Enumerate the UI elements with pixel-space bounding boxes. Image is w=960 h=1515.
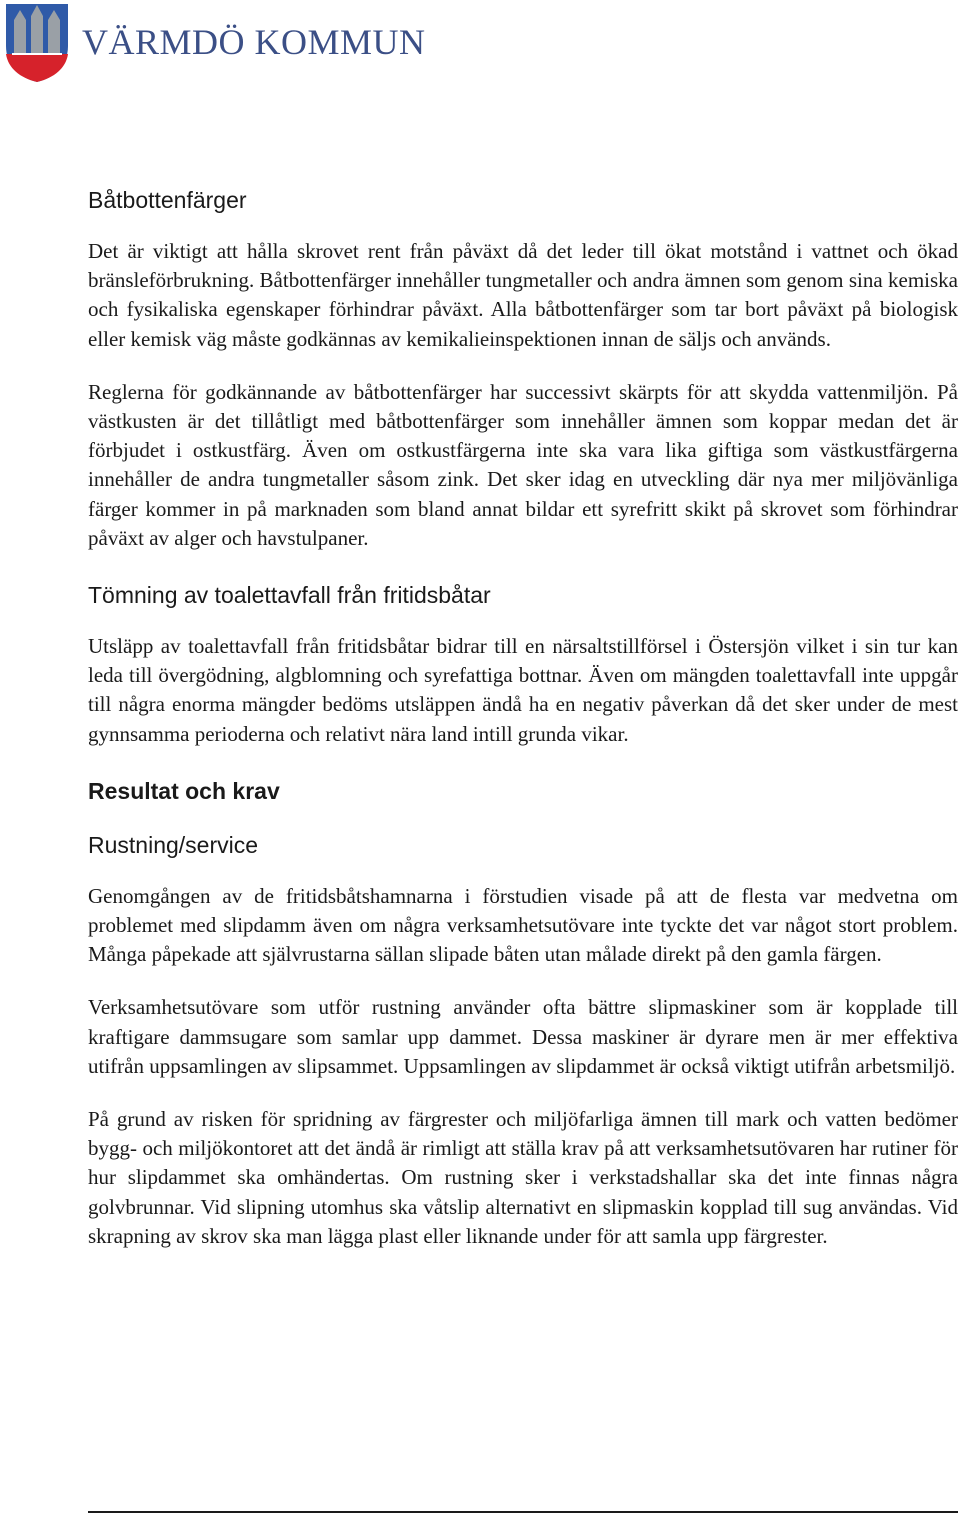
section-heading-results: Resultat och krav [88,777,280,804]
section-heading-boat-paint: Båtbottenfärger [88,187,247,213]
paragraph: Verksamhetsutövare som utför rustning använder ofta bättre slipmaskiner som är kopplade till kraftigare dammsugare som samlar upp dammet. Dessa maskiner är dyrare men är mer effektiva utifrån uppsamlingen av slipsammet. Uppsamlingen av slipdammet är också viktigt utifrån arbetsmiljö. [88,995,958,1078]
paragraph: Genomgången av de fritidsbåtshamnarna i förstudien visade på att de flesta var medvetna om problemet med slipdamm även om några verksamhetsutövare inte tyckte det var något stort problem. Många påpekade att självrustarna sällan slipade båten utan målade direkt på den gamla färgen. [88,883,958,967]
municipal-crest-icon [4,2,70,84]
document-body [88,182,958,1251]
paragraph: Reglerna för godkännande av båtbottenfärger har successivt skärpts för att skydda vattenmiljön. På västkusten är det tillåtligt med båtbottenfärger som innehåller ämnen som koppar medan det är förbjudet i ostkustfärg. Även om ostkustfärgerna inte ska vara lika giftiga som västkustfärgerna innehåller de andra tungmetaller såsom zink. Det sker idag en utveckling där nya mer miljövänliga färger kommer in på marknaden som bland annat bildar ett syrefritt skikt på skrovet som förhindrar påväxt av alger och havstulpaner. [88,379,958,550]
page-header [4,2,426,86]
paragraph: Det är viktigt att hålla skrovet rent från påväxt då det leder till ökat motstånd i vattnet och ökad bränsleförbrukning. Båtbottenfärger innehåller tungmetaller och andra ämnen som genom sina kemiska och fysikaliska egenskaper förhindrar påväxt. Alla båtbottenfärger som tar bort påväxt på biologisk eller kemisk väg måste godkännas av kemikalieinspektionen innan de säljs och används. [88,239,958,351]
subsection-heading-service: Rustning/service [88,831,259,858]
section-heading-toilet-waste: Tömning av toalettavfall från fritidsbåtar [88,582,491,609]
paragraph: På grund av risken för spridning av färgrester och miljöfarliga ämnen till mark och vatten bedömer bygg- och miljökontoret att det ändå är rimligt att ställa krav på att verksamhetsutövaren har rutiner för hur slipdammet ska omhändertas. Om rustning sker i verkstadshallar ska det inte finnas några golvbrunnar. Vid slipning utomhus ska våtslip alternativt en slipmaskin kopplad till sug användas. Vid skrapning av skrov ska man lägga plast eller liknande under för att samla upp färgrester. [88,1107,958,1248]
paragraph: Utsläpp av toalettavfall från fritidsbåtar bidrar till en närsaltstillförsel i Östersjön vilket i sin tur kan leda till övergödning, algblomning och syrefattiga bottnar. Även om mängden toalettavfall inte uppgår till några enorma mängder bedöms utsläppen ändå ha en negativ påverkan då det sker under de mest gynnsamma perioderna och relativt nära land intill grunda vikar. [88,634,958,746]
organization-name: VÄRMDÖ KOMMUN [82,22,426,62]
page-bottom-rule [88,1511,958,1513]
